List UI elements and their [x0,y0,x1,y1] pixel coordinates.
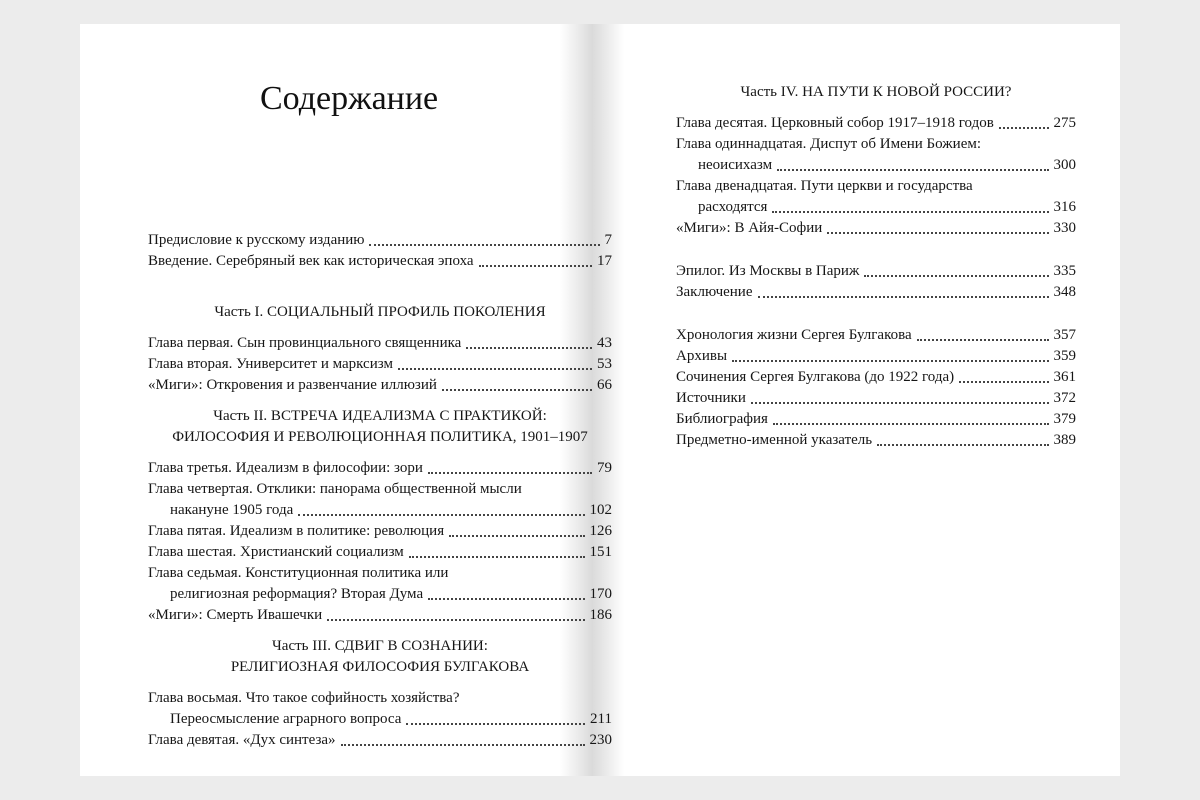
toc-entry-text: Заключение [676,284,753,300]
toc-entry[interactable] [148,521,612,542]
toc-entry[interactable] [148,251,612,272]
dot-leader [369,244,599,246]
toc-page-number: 330 [1053,220,1076,236]
dot-leader [398,368,592,370]
toc-page-number: 186 [589,607,612,623]
toc-page-number: 359 [1053,348,1076,364]
toc-entry[interactable] [676,134,1076,176]
toc-entry-text: «Миги»: Откровения и развенчание иллюзий [148,377,437,393]
toc-entry-text: Глава десятая. Церковный собор 1917–1918 годов [676,115,994,131]
toc-entry-text: Библиография [676,411,768,427]
toc-entry-text: Переосмысление аграрного вопроса [170,711,402,727]
toc-right [676,82,1076,451]
toc-entry[interactable] [148,230,612,251]
toc-entry-text: «Миги»: Смерть Ивашечки [148,607,323,623]
dot-leader [428,472,592,474]
dot-leader [298,514,584,516]
toc-entry[interactable] [148,730,612,751]
toc-entry[interactable] [676,218,1076,239]
dot-leader [327,619,584,621]
left-page [80,24,612,776]
dot-leader [777,169,1048,171]
toc-page-number: 389 [1053,432,1076,448]
dot-leader [959,381,1048,383]
toc-page-number: 275 [1053,115,1076,131]
toc-entry-text: Глава шестая. Христианский социализм [148,544,404,560]
toc-entry-text: Введение. Серебряный век как историческая эпоха [148,253,474,269]
part-heading: Часть IV. НА ПУТИ К НОВОЙ РОССИИ? [740,84,1012,100]
dot-leader [999,127,1049,129]
dot-leader [479,265,592,267]
toc-entry[interactable] [676,409,1076,430]
toc-page-number: 211 [590,711,612,727]
toc-entry-text: Предисловие к русскому изданию [148,232,365,248]
toc-page-number: 17 [597,253,612,269]
toc-entry-text: Глава первая. Сын провинциального священника [148,335,462,351]
toc-entry-text: накануне 1905 года [170,502,294,518]
toc-entry-text: Эпилог. Из Москвы в Париж [676,263,860,279]
dot-leader [773,423,1049,425]
toc-page-number: 43 [597,335,612,351]
toc-entry-text: религиозная реформация? Вторая Дума [170,586,424,602]
toc-entry-text: Сочинения Сергея Булгакова (до 1922 года) [676,369,955,385]
toc-page-number: 79 [597,460,612,476]
toc-entry[interactable] [676,430,1076,451]
toc-entry[interactable] [148,375,612,396]
toc-entry-text: Глава вторая. Университет и марксизм [148,356,393,372]
toc-page-number: 316 [1053,199,1076,215]
toc-page-number: 372 [1053,390,1076,406]
dot-leader [409,556,585,558]
toc-page-number: 170 [589,586,612,602]
toc-page-number: 357 [1053,327,1076,343]
dot-leader [341,744,585,746]
toc-entry[interactable] [148,354,612,375]
toc-entry[interactable] [676,346,1076,367]
toc-page-number: 335 [1053,263,1076,279]
toc-left [148,230,612,751]
toc-page-number: 300 [1053,157,1076,173]
toc-entry-text: Глава восьмая. Что такое софийность хозяйства? [148,690,460,706]
toc-entry[interactable] [676,282,1076,303]
toc-entry-text: Источники [676,390,746,406]
right-page [624,24,1120,776]
toc-page-number: 102 [589,502,612,518]
toc-entry[interactable] [148,688,612,730]
toc-entry[interactable] [148,542,612,563]
dot-leader [406,723,585,725]
dot-leader [827,232,1048,234]
toc-entry-text: Глава двенадцатая. Пути церкви и государства [676,178,973,194]
toc-page-number: 53 [597,356,612,372]
toc-page-number: 361 [1053,369,1076,385]
toc-entry-text: расходятся [698,199,768,215]
toc-entry[interactable] [676,113,1076,134]
part-heading: Часть III. СДВИГ В СОЗНАНИИ: [272,638,488,654]
dot-leader [466,347,592,349]
toc-entry-text: «Миги»: В Айя-Софии [676,220,823,236]
part-heading: Часть II. ВСТРЕЧА ИДЕАЛИЗМА С ПРАКТИКОЙ: [213,408,547,424]
dot-leader [449,535,584,537]
part-heading: Часть I. СОЦИАЛЬНЫЙ ПРОФИЛЬ ПОКОЛЕНИЯ [214,304,546,320]
toc-entry[interactable] [676,367,1076,388]
dot-leader [442,389,592,391]
toc-page-number: 379 [1053,411,1076,427]
toc-entry[interactable] [148,563,612,605]
toc-entry[interactable] [676,388,1076,409]
dot-leader [864,275,1048,277]
toc-entry[interactable] [148,479,612,521]
toc-entry[interactable] [148,605,612,626]
toc-entry-text: Архивы [676,348,728,364]
part-heading: ФИЛОСОФИЯ И РЕВОЛЮЦИОННАЯ ПОЛИТИКА, 1901–1907 [172,429,588,445]
toc-entry[interactable] [676,176,1076,218]
toc-entry[interactable] [148,333,612,354]
toc-entry[interactable] [148,458,612,479]
toc-entry-text: Глава третья. Идеализм в философии: зори [148,460,423,476]
toc-entry-text: Хронология жизни Сергея Булгакова [676,327,912,343]
toc-entry-text: Глава одиннадцатая. Диспут об Имени Божием: [676,136,982,152]
toc-entry-text: Глава девятая. «Дух синтеза» [148,732,336,748]
dot-leader [428,598,584,600]
toc-page-number: 66 [597,377,612,393]
dot-leader [772,211,1048,213]
toc-entry[interactable] [676,261,1076,282]
dot-leader [877,444,1048,446]
toc-entry-text: Глава пятая. Идеализм в политике: революция [148,523,445,539]
toc-page-number: 348 [1053,284,1076,300]
toc-page-number: 126 [589,523,612,539]
toc-entry-text: Глава седьмая. Конституционная политика или [148,565,449,581]
dot-leader [758,296,1049,298]
toc-entry-text: неоисихазм [698,157,773,173]
toc-entry-text: Глава четвертая. Отклики: панорама общественной мысли [148,481,522,497]
toc-page-number: 230 [589,732,612,748]
dot-leader [751,402,1049,404]
toc-page-number: 7 [604,232,612,248]
dot-leader [732,360,1048,362]
toc-page-number: 151 [589,544,612,560]
toc-entry[interactable] [676,325,1076,346]
page-title: Содержание [260,80,439,117]
toc-entry-text: Предметно-именной указатель [676,432,873,448]
dot-leader [917,339,1049,341]
part-heading: РЕЛИГИОЗНАЯ ФИЛОСОФИЯ БУЛГАКОВА [230,659,530,675]
